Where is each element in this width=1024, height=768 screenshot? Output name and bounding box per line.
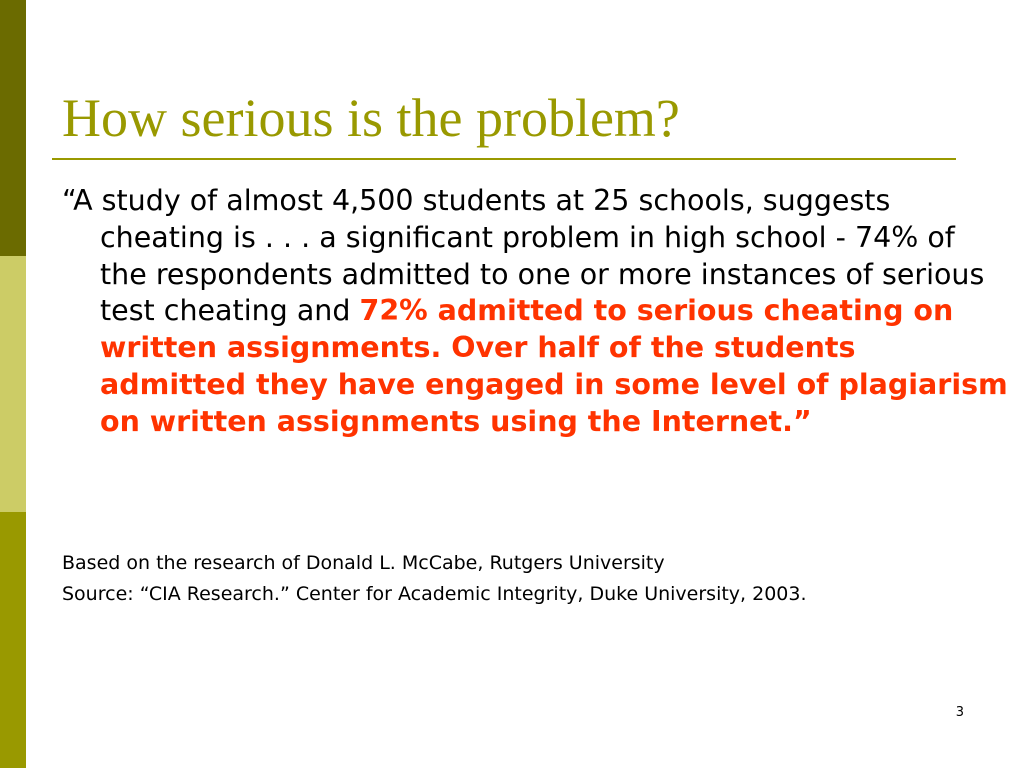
title-underline bbox=[52, 158, 956, 160]
page-number: 3 bbox=[955, 705, 964, 720]
citation-author: Based on the research of Donald L. McCabe, Rutgers University bbox=[62, 552, 665, 574]
quote-emphasis-text: 72% admitted to serious cheating on written assignments. Over half of the students admitted they have engaged in some level of plagiarism on written assignments using the Internet.” bbox=[100, 294, 1008, 438]
citation-source: Source: “CIA Research.” Center for Academic Integrity, Duke University, 2003. bbox=[62, 583, 807, 605]
sidebar-segment-olive bbox=[0, 512, 26, 768]
sidebar-segment-light bbox=[0, 256, 26, 512]
slide-title: How serious is the problem? bbox=[62, 88, 680, 148]
decorative-sidebar bbox=[0, 0, 26, 768]
sidebar-segment-dark bbox=[0, 0, 26, 256]
quote-plain-text: “A study of almost 4,500 students at 25 schools, suggests cheating is . . . a significant problem in high school - 74% of the respondents admitted to one or more instances of serious test cheating and bbox=[62, 184, 985, 328]
quote-bullet bbox=[62, 183, 1010, 441]
